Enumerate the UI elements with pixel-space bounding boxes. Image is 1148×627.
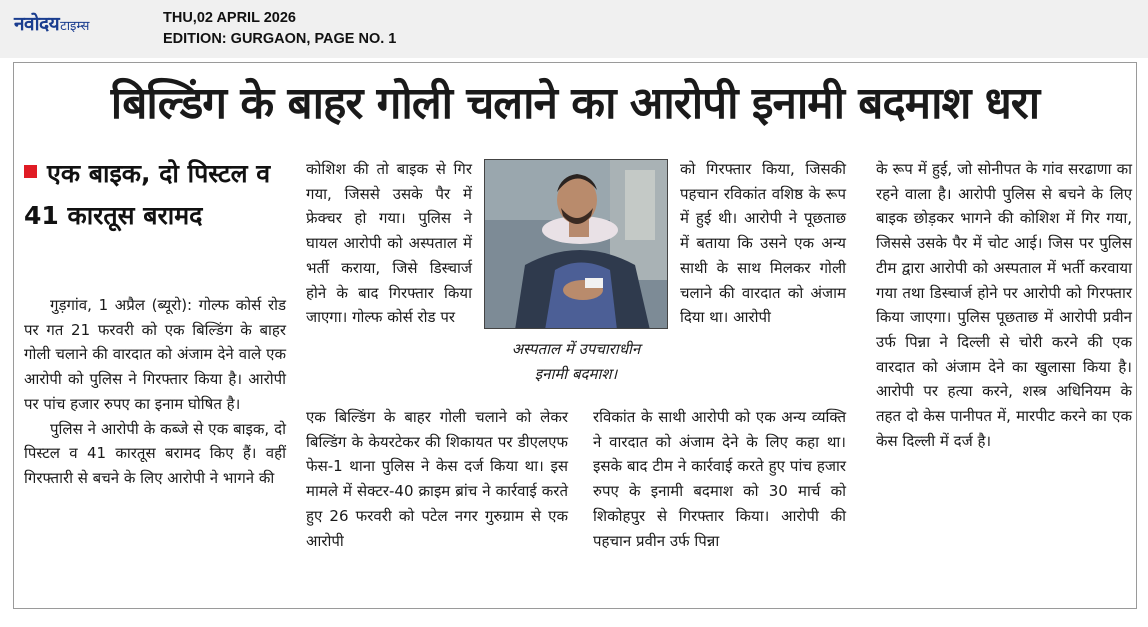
article-column-3-top [680,157,846,330]
article-column-4 [876,157,1132,453]
photo-caption [484,337,668,387]
caption-line-2: इनामी बदमाश। [534,365,618,383]
article-column-2-bottom [306,405,568,553]
article-clipping [13,62,1137,609]
logo-main-text: नवोदय [14,13,60,35]
red-bullet-icon [24,165,37,178]
issue-date: THU,02 APRIL 2026 [163,10,296,26]
edition-info [163,8,396,50]
logo-sub-text: टाइम्स [60,19,90,34]
hospital-patient-illustration [485,160,668,329]
caption-line-1: अस्पताल में उपचाराधीन [511,340,641,358]
paragraph-col3-bottom: रविकांत के साथी आरोपी को एक अन्य व्यक्ति ने वारदात को अंजाम देने के लिए कहा था। इसके बाद टीम ने कार्रवाई करते हुए पांच हजार रुपए के इनामी बदमाश को 30 मार्च को शिकोहपुर से गिरफ्तार किया। आरोपी की पहचान प्रवीन उर्फ पिन्ना [593,408,846,550]
masthead [0,0,1148,58]
subheadline [24,153,289,237]
article-column-3-bottom [593,405,846,553]
subheadline-text: एक बाइक, दो पिस्टल व 41 कारतूस बरामद [24,159,271,230]
accused-photo [484,159,668,329]
paragraph-col2-top: कोशिश की तो बाइक से गिर गया, जिससे उसके पैर में फ्रेक्चर हो गया। पुलिस ने घायल आरोपी को अस्पताल में भर्ती कराया, जिसे डिस्चार्ज होने के बाद गिरफ्तार किया जाएगा। गोल्फ कोर्स रोड पर [306,160,472,327]
paragraph-recovery: पुलिस ने आरोपी के कब्जे से एक बाइक, दो पिस्टल व 41 कारतूस बरामद किए हैं। वहीं गिरफ्तारी से बचने के लिए आरोपी ने भागने की [24,419,286,487]
paragraph-col2-bottom: एक बिल्डिंग के बाहर गोली चलाने को लेकर बिल्डिंग के केयरटेकर की शिकायत पर डीएलएफ फेस-1 थाना पुलिस ने केस दर्ज किया था। इस मामले में सेक्टर-40 क्राइम ब्रांच ने कार्रवाई करते हुए 26 फरवरी को पटेल नगर गुरुग्राम से एक आरोपी [306,408,568,550]
paragraph-col4: के रूप में हुई, जो सोनीपत के गांव सरढाणा का रहने वाला है। आरोपी पुलिस से बचने के लिए बाइक छोड़कर भागने की कोशिश में गिर गया, जिससे उसके पैर में चोट आई। जिस पर पुलिस टीम द्वारा आरोपी को अस्पताल में भर्ती करवाया गया तथा डिस्चार्ज होने पर आरोपी को गिरफ्तार किया जाएगा। पुलिस पूछताछ में आरोपी प्रवीन उर्फ पिन्ना ने दिल्ली से चोरी करने की एक वारदात को अंजाम देने का खुलासा किया है। आरोपी पर हत्या करने, शस्त्र अधिनियम के तहत दो केस पानीपत में, मारपीट करने का एक केस दिल्ली में दर्ज है। [876,160,1132,450]
headline: बिल्डिंग के बाहर गोली चलाने का आरोपी इनामी बदमाश धरा [110,78,1040,129]
edition-page: EDITION: GURGAON, PAGE NO. 1 [163,31,397,47]
article-column-2-top [306,157,472,330]
paragraph-col3-top: को गिरफ्तार किया, जिसकी पहचान रविकांत वशिष्ठ के रूप में हुई थी। आरोपी ने पूछताछ में बताया कि उसने एक अन्य साथी के साथ मिलकर गोली चलाने की वारदात को अंजाम दिया था। आरोपी [680,160,846,327]
paragraph-dateline: गुड़गांव, 1 अप्रैल (ब्यूरो): गोल्फ कोर्स रोड पर गत 21 फरवरी को एक बिल्डिंग के बाहर गोली चलाने की वारदात को अंजाम देने वाले एक आरोपी को पुलिस ने गिरफ्तार किया है। आरोपी पर पांच हजार रुपए का इनाम घोषित है। [24,296,286,413]
article-column-1 [24,293,286,491]
newspaper-logo[interactable] [14,10,89,36]
